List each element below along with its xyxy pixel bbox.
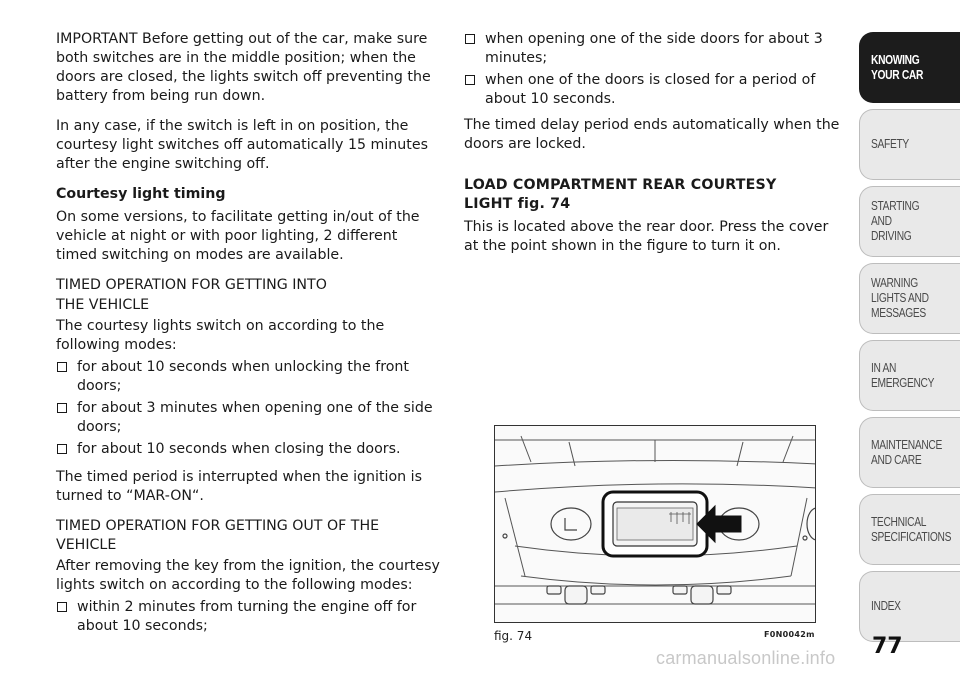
list-item: when opening one of the side doors for about 3 minutes; [464, 30, 844, 68]
timed-out-intro: After removing the key from the ignition, the courtesy lights switch on according to the following modes: [56, 558, 440, 593]
left-column [56, 30, 440, 645]
watermark: carmanualsonline.info [656, 648, 836, 668]
continued-list [464, 30, 844, 109]
figure-code: F0N0042m [764, 630, 815, 639]
checkbox-bullet-icon [57, 602, 67, 612]
tab-index[interactable]: INDEX [859, 571, 960, 642]
checkbox-bullet-icon [465, 34, 475, 44]
rear-courtesy-light-illustration [495, 426, 816, 623]
tab-in-an-emergency[interactable]: IN AN EMERGENCY [859, 340, 960, 411]
tab-technical-specifications[interactable]: TECHNICAL SPECIFICATIONS [859, 494, 960, 565]
delay-end-paragraph: The timed delay period ends automatically when the doors are locked. [464, 117, 840, 152]
timed-in-list [56, 358, 440, 459]
list-item: when one of the doors is closed for a period of about 10 seconds. [464, 71, 844, 109]
checkbox-bullet-icon [57, 444, 67, 454]
list-item: for about 3 minutes when opening one of the side doors; [56, 399, 440, 437]
timed-in-intro: The courtesy lights switch on according to the following modes: [56, 318, 385, 353]
checkbox-bullet-icon [465, 75, 475, 85]
load-compartment-paragraph: This is located above the rear door. Press the cover at the point shown in the figure to turn it on. [464, 219, 829, 254]
courtesy-timing-heading: Courtesy light timing [56, 186, 226, 202]
timed-out-list [56, 598, 440, 636]
interrupt-paragraph: The timed period is interrupted when the ignition is turned to “MAR-ON“. [56, 469, 422, 504]
auto-off-paragraph: In any case, if the switch is left in on position, the courtesy light switches off automatically 15 minutes after the engine switching off. [56, 118, 428, 172]
tab-starting-and-driving[interactable]: STARTING AND DRIVING [859, 186, 960, 257]
timed-in-heading-line2: THE VEHICLE [56, 297, 150, 313]
chapter-tabs [859, 32, 960, 648]
tab-safety[interactable]: SAFETY [859, 109, 960, 180]
figure-label: fig. 74 [494, 629, 533, 643]
right-column [464, 30, 844, 267]
timed-out-heading: TIMED OPERATION FOR GETTING OUT OF THE VEHICLE [56, 518, 380, 553]
list-item: for about 10 seconds when closing the doors. [56, 440, 440, 459]
tab-maintenance-and-care[interactable]: MAINTENANCE AND CARE [859, 417, 960, 488]
rear-courtesy-light-figure [494, 425, 816, 623]
checkbox-bullet-icon [57, 403, 67, 413]
load-compartment-heading-line1: LOAD COMPARTMENT REAR COURTESY [464, 177, 777, 193]
list-item: within 2 minutes from turning the engine off for about 10 seconds; [56, 598, 440, 636]
checkbox-bullet-icon [57, 362, 67, 372]
timing-intro-paragraph: On some versions, to facilitate getting in/out of the vehicle at night or with poor lighting, 2 different timed switching on modes are available. [56, 209, 420, 263]
timed-in-heading-line1: TIMED OPERATION FOR GETTING INTO [56, 277, 327, 293]
page-number: 77 [872, 634, 903, 659]
important-note: IMPORTANT Before getting out of the car, make sure both switches are in the middle position; when the doors are closed, the lights switch off preventing the battery from being run down. [56, 31, 431, 104]
load-compartment-heading-line2: LIGHT fig. 74 [464, 196, 571, 212]
tab-warning-lights-and-messages[interactable]: WARNING LIGHTS AND MESSAGES [859, 263, 960, 334]
list-item: for about 10 seconds when unlocking the front doors; [56, 358, 440, 396]
tab-knowing-your-car[interactable]: KNOWING YOUR CAR [859, 32, 960, 103]
